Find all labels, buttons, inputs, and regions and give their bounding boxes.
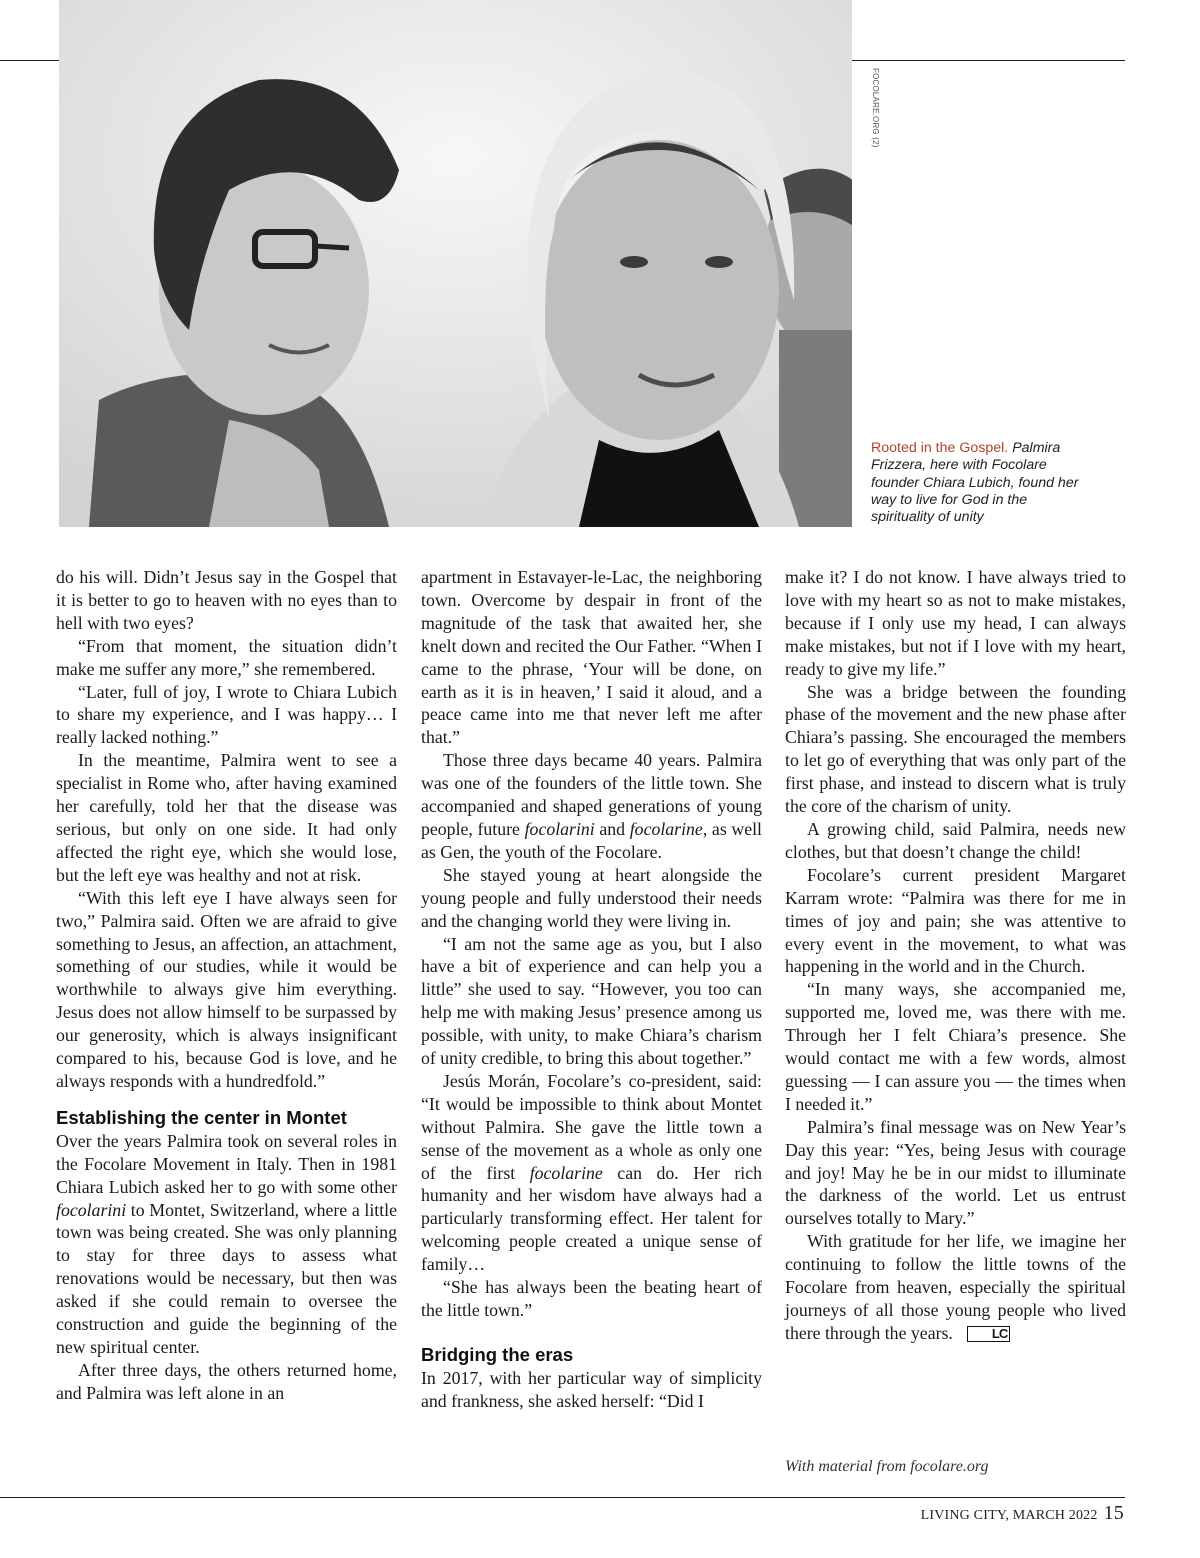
text-run: Jesús Morán, Focolare’s co-president, said: “It would be impossible to think about Montet without Palmira. She gave the little town a sense of the movement as a whole as only one of the first <box>421 1070 762 1183</box>
paragraph: Palmira’s final message was on New Year’s Day this year: “Yes, being Jesus with courage and joy! May he be in our midst to illuminate the darkness of the world. Let us entrust ourselves totally to Mary.” <box>785 1116 1126 1229</box>
source-note: With material from focolare.org <box>785 1458 989 1475</box>
page-footer <box>921 1502 1124 1525</box>
text-run: to Montet, Switzerland, where a little town was being created. She was only planning to stay for three days to assess what renovations would be necessary, but then was asked if she could remain to oversee the construction and guide the beginning of the new spiritual center. <box>56 1199 397 1357</box>
paragraph: In 2017, with her particular way of simplicity and frankness, she asked herself: “Did I <box>421 1367 762 1411</box>
lc-end-mark-icon: LC <box>967 1326 1010 1342</box>
paragraph: In the meantime, Palmira went to see a specialist in Rome who, after having examined her carefully, told her that the disease was serious, but only on one side. It had only affected the right eye, which she would lose, but the left eye was healthy and not at risk. <box>56 750 397 885</box>
paragraph: She was a bridge between the founding phase of the movement and the new phase after Chiara’s passing. She encouraged the members to let go of everything that was only part of the first phase, and instead to discern what is truly the core of the charism of unity. <box>785 681 1126 817</box>
publication-name: LIVING CITY, MARCH 2022 <box>920 1508 1098 1523</box>
text-run: , as well as Gen, the youth of the Focolare. <box>421 818 762 862</box>
page-number: 15 <box>1103 1502 1124 1524</box>
top-rule-right <box>852 60 1125 61</box>
text-run: Those three days became 40 years. Palmira was one of the founders of the little town. She accompanied and shaped generations of young people, future <box>421 750 762 839</box>
caption-lead: Rooted in the Gospel. <box>871 440 1009 456</box>
photo-illustration <box>59 0 852 527</box>
top-rule-left <box>0 60 59 61</box>
italic-term: focolarine <box>629 818 703 839</box>
paragraph: “In many ways, she accompanied me, supported me, loved me, was there with me. Through her I felt Chiara’s presence. She would contact me with a few words, almost guessing — I can assure you — the times when I needed it.” <box>785 979 1126 1114</box>
paragraph <box>56 1130 397 1359</box>
article-column-3 <box>785 566 1126 1345</box>
paragraph: do his will. Didn’t Jesus say in the Gospel that it is better to go to heaven with no eyes than to hell with two eyes? <box>56 567 397 633</box>
paragraph: She stayed young at heart alongside the young people and fully understood their needs and the changing world they were living in. <box>421 864 762 931</box>
paragraph: Focolare’s current president Margaret Karram wrote: “Palmira was there for me in times of joy and pain; she was attentive to every event in the movement, to what was happening in the world and in the Church. <box>785 864 1126 977</box>
photo-credit: FOCOLARE.ORG (2) <box>871 68 880 148</box>
section-heading: Establishing the center in Montet <box>56 1106 347 1128</box>
italic-term: focolarini <box>56 1199 127 1220</box>
italic-term: focolarini <box>524 818 595 839</box>
article-column-1 <box>56 566 397 1405</box>
paragraph: “Later, full of joy, I wrote to Chiara Lubich to share my experience, and I was happy… I really lacked nothing.” <box>56 681 397 748</box>
text-run: With gratitude for her life, we imagine her continuing to follow the little towns of the Focolare from heaven, especially the spiritual journeys of all those young people who lived there through the years. <box>785 1231 1126 1343</box>
paragraph: After three days, the others returned home, and Palmira was left alone in an <box>56 1359 397 1403</box>
paragraph: “I am not the same age as you, but I also have a bit of experience and can help you a little” she used to say. “However, you too can help me with making Jesus’ presence among us possible, with unity, to make Chiara’s charism of unity credible, to bring this about together.” <box>421 933 762 1069</box>
paragraph: apartment in Estavayer-le-Lac, the neighboring town. Overcome by despair in front of the magnitude of the task that awaited her, she knelt down and recited the Our Father. “When I came to the phrase, ‘Your will be done, on earth as it is in heaven,’ I said it aloud, and a peace came into me that never left me after that.” <box>421 567 762 748</box>
paragraph <box>421 749 762 864</box>
paragraph <box>785 1230 1126 1345</box>
paragraph: make it? I do not know. I have always tried to love with my heart so as not to make mistakes, because if I only use my head, I can always make mistakes, but not if I love with my heart, ready to give my life.” <box>785 567 1126 679</box>
paragraph <box>421 1070 762 1276</box>
paragraph: “With this left eye I have always seen for two,” Palmira said. Often we are afraid to give something to Jesus, an affection, an attachment, something of our studies, while it would be worthwhile to always give him everything. Jesus does not allow himself to be surpassed by our generosity, which is always insignificant compared to his, because God is love, and he always responds with a hundredfold.” <box>56 887 397 1091</box>
paragraph: A growing child, said Palmira, needs new clothes, but that doesn’t change the child! <box>785 818 1126 862</box>
italic-term: focolarine <box>529 1162 603 1183</box>
section-heading: Bridging the eras <box>421 1343 574 1365</box>
article-photo <box>59 0 852 527</box>
photo-caption <box>871 440 1086 526</box>
text-run: can do. Her rich humanity and her wisdom have always had a particularly transforming effect. Her talent for welcoming people created a unique sense of family… <box>421 1162 763 1275</box>
text-run: and <box>594 818 630 839</box>
paragraph: “She has always been the beating heart of the little town.” <box>421 1277 762 1320</box>
footer-rule <box>0 1497 1125 1498</box>
paragraph: “From that moment, the situation didn’t make me suffer any more,” she remembered. <box>56 635 397 679</box>
article-column-2 <box>421 566 762 1413</box>
caption-body: Palmira Frizzera, here with Focolare founder Chiara Lubich, found her way to live for God in the spirituality of unity <box>871 440 1079 526</box>
text-run: Over the years Palmira took on several roles in the Focolare Movement in Italy. Then in 1981 Chiara Lubich asked her to go with some other <box>56 1130 397 1197</box>
